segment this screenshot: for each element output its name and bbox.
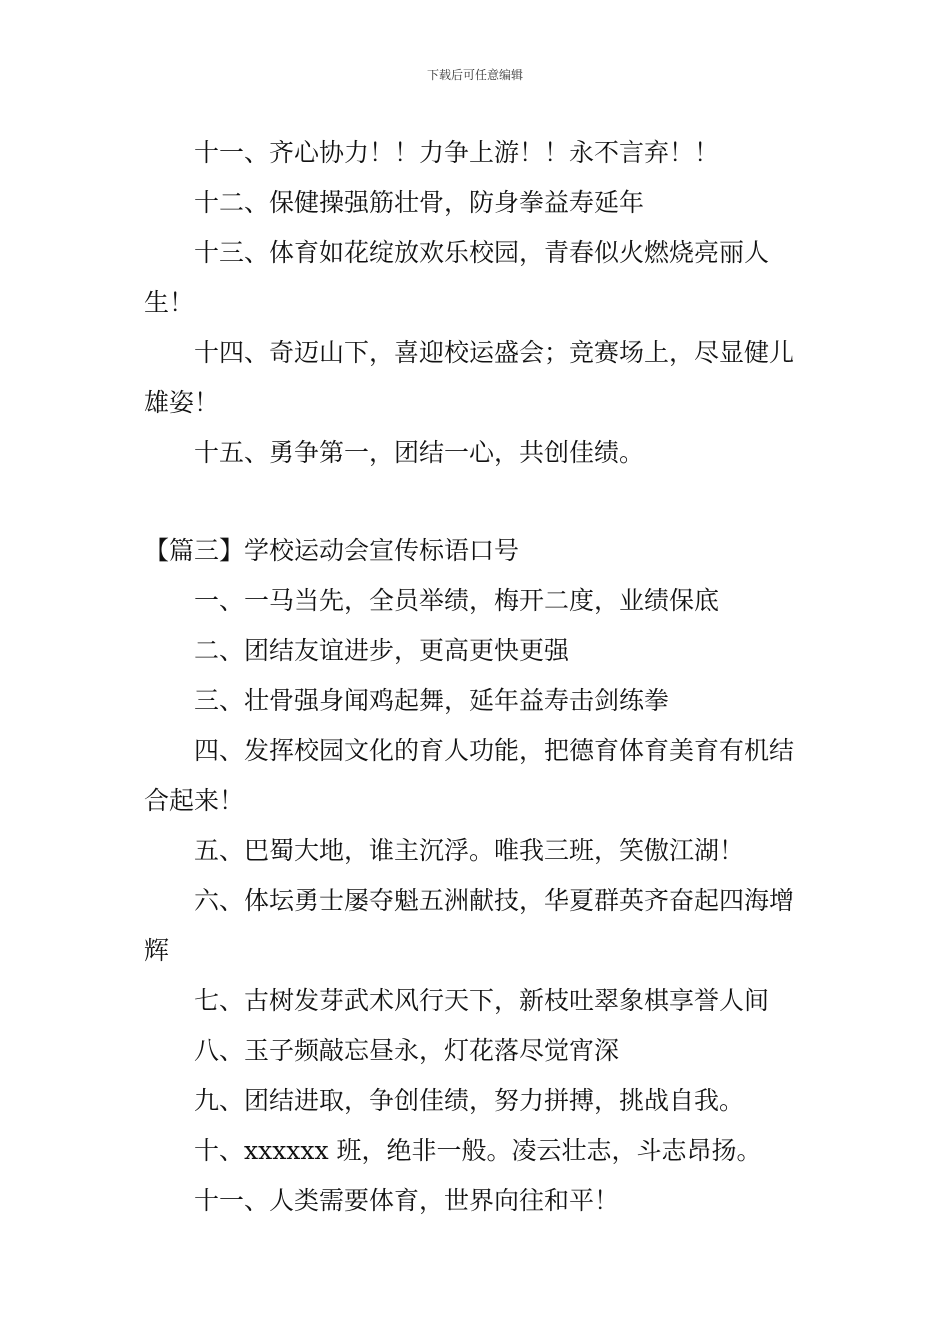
slogan-paragraph: 二、团结友谊进步，更高更快更强 — [194, 636, 570, 665]
slogan-paragraph: 八、玉子频敲忘昼永，灯花落尽觉宵深 — [194, 1036, 620, 1065]
slogan-paragraph: 十二、保健操强筋壮骨，防身拳益寿延年 — [194, 188, 645, 217]
document-body — [144, 128, 808, 1226]
slogan-paragraph: 十三、体育如花绽放欢乐校园，青春似火燃烧亮丽人生！ — [144, 238, 770, 317]
slogan-paragraph: 九、团结进取，争创佳绩，努力拼搏，挑战自我。 — [194, 1086, 745, 1115]
slogan-paragraph: 十五、勇争第一，团结一心，共创佳绩。 — [194, 438, 645, 467]
slogan-paragraph: 十、xxxxxx 班，绝非一般。凌云壮志，斗志昂扬。 — [194, 1136, 762, 1165]
slogan-paragraph: 四、发挥校园文化的育人功能，把德育体育美育有机结合起来！ — [144, 736, 795, 815]
page-header: 下载后可任意编辑 — [426, 68, 523, 82]
slogan-paragraph: 三、壮骨强身闻鸡起舞，延年益寿击剑练拳 — [194, 686, 670, 715]
slogan-paragraph: 十一、人类需要体育，世界向往和平！ — [194, 1186, 620, 1215]
section-spacer — [144, 478, 808, 526]
slogan-paragraph: 十四、奇迈山下，喜迎校运盛会；竞赛场上，尽显健儿雄姿！ — [144, 338, 795, 417]
slogan-paragraph: 十一、齐心协力！！力争上游！！永不言弃！！ — [194, 138, 720, 167]
slogan-paragraph: 五、巴蜀大地，谁主沉浮。唯我三班，笑傲江湖！ — [194, 836, 745, 865]
section-title: 【篇三】学校运动会宣传标语口号 — [144, 536, 520, 565]
slogan-paragraph: 七、古树发芽武术风行天下，新枝吐翠象棋享誉人间 — [194, 986, 770, 1015]
slogan-paragraph: 六、体坛勇士屡夺魁五洲献技，华夏群英齐奋起四海增辉 — [144, 886, 795, 965]
slogan-paragraph: 一、一马当先，全员举绩，梅开二度，业绩保底 — [194, 586, 720, 615]
